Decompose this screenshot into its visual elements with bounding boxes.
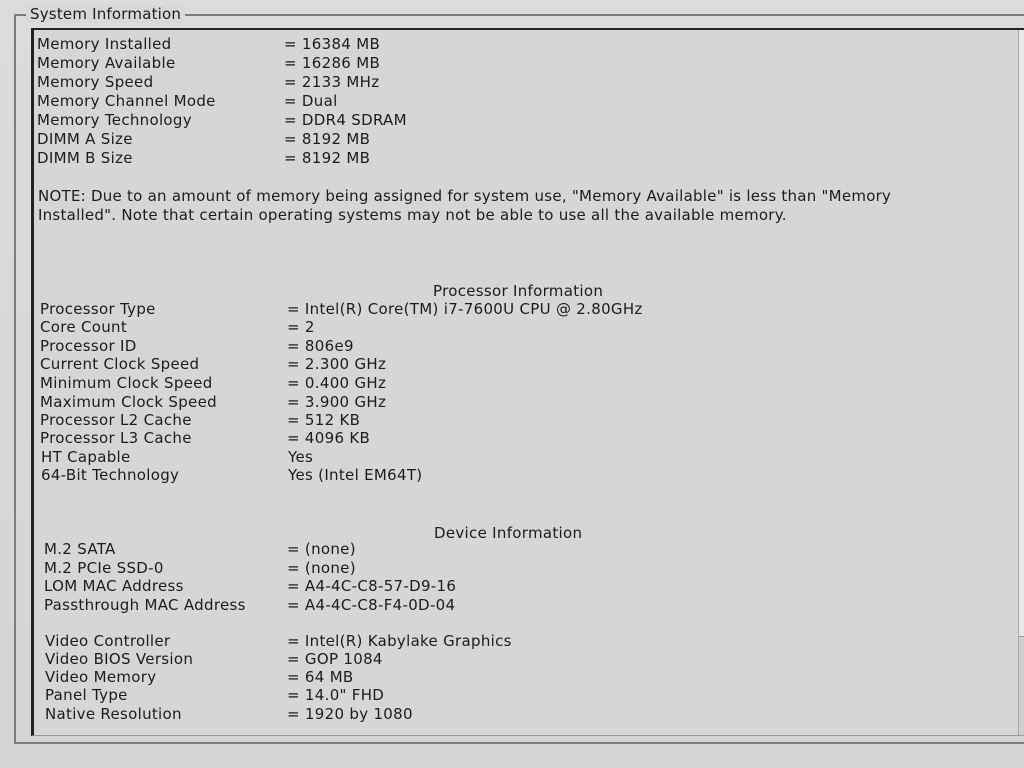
memory-label: Memory Available <box>37 54 176 72</box>
processor-label: Processor Type <box>40 300 156 318</box>
video-label: Video Memory <box>45 668 157 686</box>
video-value: = GOP 1084 <box>287 650 383 668</box>
group-title: System Information <box>26 5 185 23</box>
device-label: Passthrough MAC Address <box>44 596 246 614</box>
device-value: = (none) <box>287 559 356 577</box>
video-label: Native Resolution <box>45 705 182 723</box>
processor-label: Core Count <box>40 318 128 336</box>
memory-label: Memory Speed <box>37 73 154 91</box>
processor-label: Minimum Clock Speed <box>40 374 213 392</box>
processor-label: Processor L3 Cache <box>40 429 192 447</box>
device-value: = A4-4C-C8-F4-0D-04 <box>287 596 456 614</box>
memory-value: = 16384 MB <box>284 35 381 53</box>
memory-label: DIMM B Size <box>37 149 133 167</box>
video-value: = 14.0" FHD <box>287 686 385 704</box>
video-label: Panel Type <box>45 686 128 704</box>
device-label: M.2 PCIe SSD-0 <box>44 559 164 577</box>
processor-value: = Intel(R) Core(TM) i7-7600U CPU @ 2.80GHz <box>287 300 643 318</box>
processor-label: Processor ID <box>40 337 137 355</box>
memory-label: DIMM A Size <box>37 130 133 148</box>
device-label: M.2 SATA <box>44 540 116 558</box>
processor-label: HT Capable <box>41 448 131 466</box>
video-value: = Intel(R) Kabylake Graphics <box>287 632 512 650</box>
memory-label: Memory Installed <box>37 35 172 53</box>
scrollbar-thumb[interactable] <box>1019 30 1024 637</box>
video-value: = 1920 by 1080 <box>287 705 413 723</box>
processor-value: = 2 <box>287 318 315 336</box>
processor-value: = 2.300 GHz <box>287 355 387 373</box>
memory-value: = 8192 MB <box>284 130 371 148</box>
device-heading: Device Information <box>434 524 583 542</box>
scrollbar[interactable] <box>1018 30 1024 735</box>
video-label: Video Controller <box>45 632 171 650</box>
processor-value: = 512 KB <box>287 411 361 429</box>
memory-value: = 2133 MHz <box>284 73 380 91</box>
memory-label: Memory Channel Mode <box>37 92 216 110</box>
processor-value: Yes (Intel EM64T) <box>288 466 423 484</box>
memory-value: = DDR4 SDRAM <box>284 111 407 129</box>
processor-value: = 0.400 GHz <box>287 374 387 392</box>
memory-value: = 16286 MB <box>284 54 381 72</box>
processor-value: = 806e9 <box>287 337 354 355</box>
processor-value: = 3.900 GHz <box>287 393 387 411</box>
processor-label: Processor L2 Cache <box>40 411 192 429</box>
processor-value: Yes <box>288 448 314 466</box>
memory-value: = Dual <box>284 92 338 110</box>
processor-label: Maximum Clock Speed <box>40 393 217 411</box>
memory-note: NOTE: Due to an amount of memory being assigned for system use, "Memory Available" is less than "Memory Installed". Note that certain operating systems may not be able to use all the available memory. <box>38 187 892 224</box>
device-value: = A4-4C-C8-57-D9-16 <box>287 577 457 595</box>
processor-value: = 4096 KB <box>287 429 371 447</box>
video-label: Video BIOS Version <box>45 650 194 668</box>
memory-label: Memory Technology <box>37 111 192 129</box>
device-value: = (none) <box>287 540 356 558</box>
video-value: = 64 MB <box>287 668 354 686</box>
memory-value: = 8192 MB <box>284 149 371 167</box>
processor-label: Current Clock Speed <box>40 355 200 373</box>
processor-label: 64-Bit Technology <box>41 466 180 484</box>
processor-heading: Processor Information <box>433 282 604 300</box>
device-label: LOM MAC Address <box>44 577 184 595</box>
